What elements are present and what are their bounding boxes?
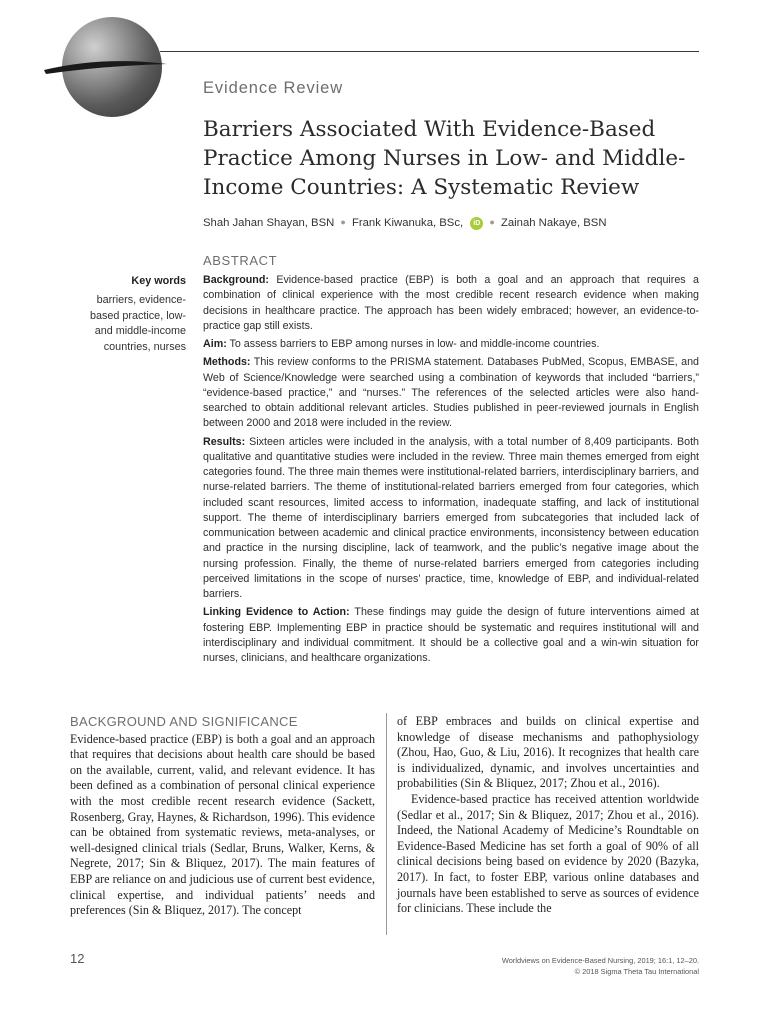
author-name[interactable]: Shah Jahan Shayan, BSN xyxy=(203,217,335,229)
keywords-list: barriers, evidence-based practice, low- and middle-income countries, nurses xyxy=(89,294,186,353)
abstract-heading: ABSTRACT xyxy=(203,253,278,268)
section-label: Evidence Review xyxy=(203,79,344,97)
footer-citation xyxy=(420,955,699,977)
article-title: Barriers Associated With Evidence-Based Practice Among Nurses in Low- and Middle-Income Countries: A Systematic Review xyxy=(203,117,686,200)
copyright-line: © 2018 Sigma Theta Tau International xyxy=(574,967,699,976)
keywords-box xyxy=(70,274,186,355)
citation-line: Worldviews on Evidence-Based Nursing, 2019; 16:1, 12–20. xyxy=(501,956,699,965)
body-column-right xyxy=(397,714,699,917)
separator-dot: ● xyxy=(489,217,495,227)
header-rule xyxy=(160,51,699,52)
page-number: 12 xyxy=(70,951,85,966)
body-column-left xyxy=(70,714,375,919)
separator-dot: ● xyxy=(340,217,346,227)
author-list xyxy=(203,217,703,230)
column-divider xyxy=(386,713,387,935)
abstract-aim: Aim: To assess barriers to EBP among nurses in low- and middle-income countries. xyxy=(203,338,600,350)
body-paragraph: Evidence-based practice (EBP) is both a goal and an approach that requires that decisions about health care should be based on the available, current, valid, and relevant evidence. It has been defined as a combination of personal clinical experience with the most credible recent research evidence (Sackett, Rosenberg, Gray, Haynes, & Richardson, 1996). This evidence can be obtained from systematic reviews, meta-analyses, or well-designed clinical trials (Sedlar, Bruns, Walker, Kerns, & Negrete, 2017; Sin & Bliquez, 2017). The main features of EBP are reliance on and judicious use of current best evidence, clinical expertise, and individual patients’ needs and preferences (Sin & Bliquez, 2017). The concept xyxy=(70,731,375,918)
orcid-icon[interactable]: iD xyxy=(470,217,483,230)
abstract-body xyxy=(203,273,699,669)
abstract-results: Results: Sixteen articles were included in the analysis, with a total number of 8,409 participants. Both qualitative and quantitative studies were included in the review. Three main themes emerged from eight categories found. The three main themes were institutional-related barriers, interdisciplinary barriers, and nurse-related barriers. The theme of institutional-related barriers emerged from four categories, which included scant resources, limited access to information, inadequate staffing, and lack of institutional support. The theme of interdisciplinary barriers emerged from subcategories that included lack of communication between academic and clinical practice environments, inconsistency between education and practice in the nursing discipline, lack of teamwork, and the public’s negative image about the nursing profession. Finally, the theme of nurse-related barriers emerged from categories including perceived limitations in the scope of nurses’ practice, time, knowledge of EBP, and individual-related barriers. xyxy=(203,435,699,600)
author-name[interactable]: Zainah Nakaye, BSN xyxy=(500,217,607,229)
abstract-background: Background: Evidence-based practice (EBP) is both a goal and an approach that requires a combination of clinical experience with the most credible recent research evidence when making decisions in healthcare practice. The approach has been widely embraced; however, an evidence-to-practice gap still exists. xyxy=(203,274,699,332)
journal-logo-swoosh xyxy=(42,50,172,90)
body-section-heading: BACKGROUND AND SIGNIFICANCE xyxy=(70,714,298,729)
keywords-heading: Key words xyxy=(131,275,186,287)
author-name[interactable]: Frank Kiwanuka, BSc, xyxy=(351,217,464,229)
abstract-linking-evidence: Linking Evidence to Action: These findings may guide the design of future interventions aimed at fostering EBP. Implementing EBP in practice should be systematic and requires institutional will and interdisciplinary and individual commitment. It should be a collective goal and a win-win situation for nurses, clinicians, and healthcare organizations. xyxy=(203,606,699,664)
body-paragraph: of EBP embraces and builds on clinical expertise and knowledge of disease mechanisms and pathophysiology (Zhou, Hao, Guo, & Liu, 2016). It recognizes that health care is individualized, dynamic, and involves uncertainties and probabilities (Sin & Bliquez, 2017; Zhou et al., 2016). xyxy=(397,714,699,791)
body-paragraph: Evidence-based practice has received attention worldwide (Sedlar et al., 2017; Sin & Bliquez, 2017; Zhou et al., 2016). Indeed, the National Academy of Medicine’s Roundtable on Evidence-Based Medicine has set forth a goal of 90% of all clinical decisions being based on evidence by 2020 (Bazyka, 2017). In fact, to foster EBP, various online databases and journals have been established to serve as sources of evidence for clinicians. These include the xyxy=(397,791,699,916)
abstract-methods: Methods: This review conforms to the PRISMA statement. Databases PubMed, Scopus, EMBASE, and Web of Science/Knowledge were searched using a combination of keywords that included “barriers,” “evidence-based practice,” and “nurses.” The references of the selected articles were also hand-searched to obtain additional relevant articles. Studies published in peer-reviewed journals in English between 2000 and 2018 were included in the review. xyxy=(203,356,700,430)
